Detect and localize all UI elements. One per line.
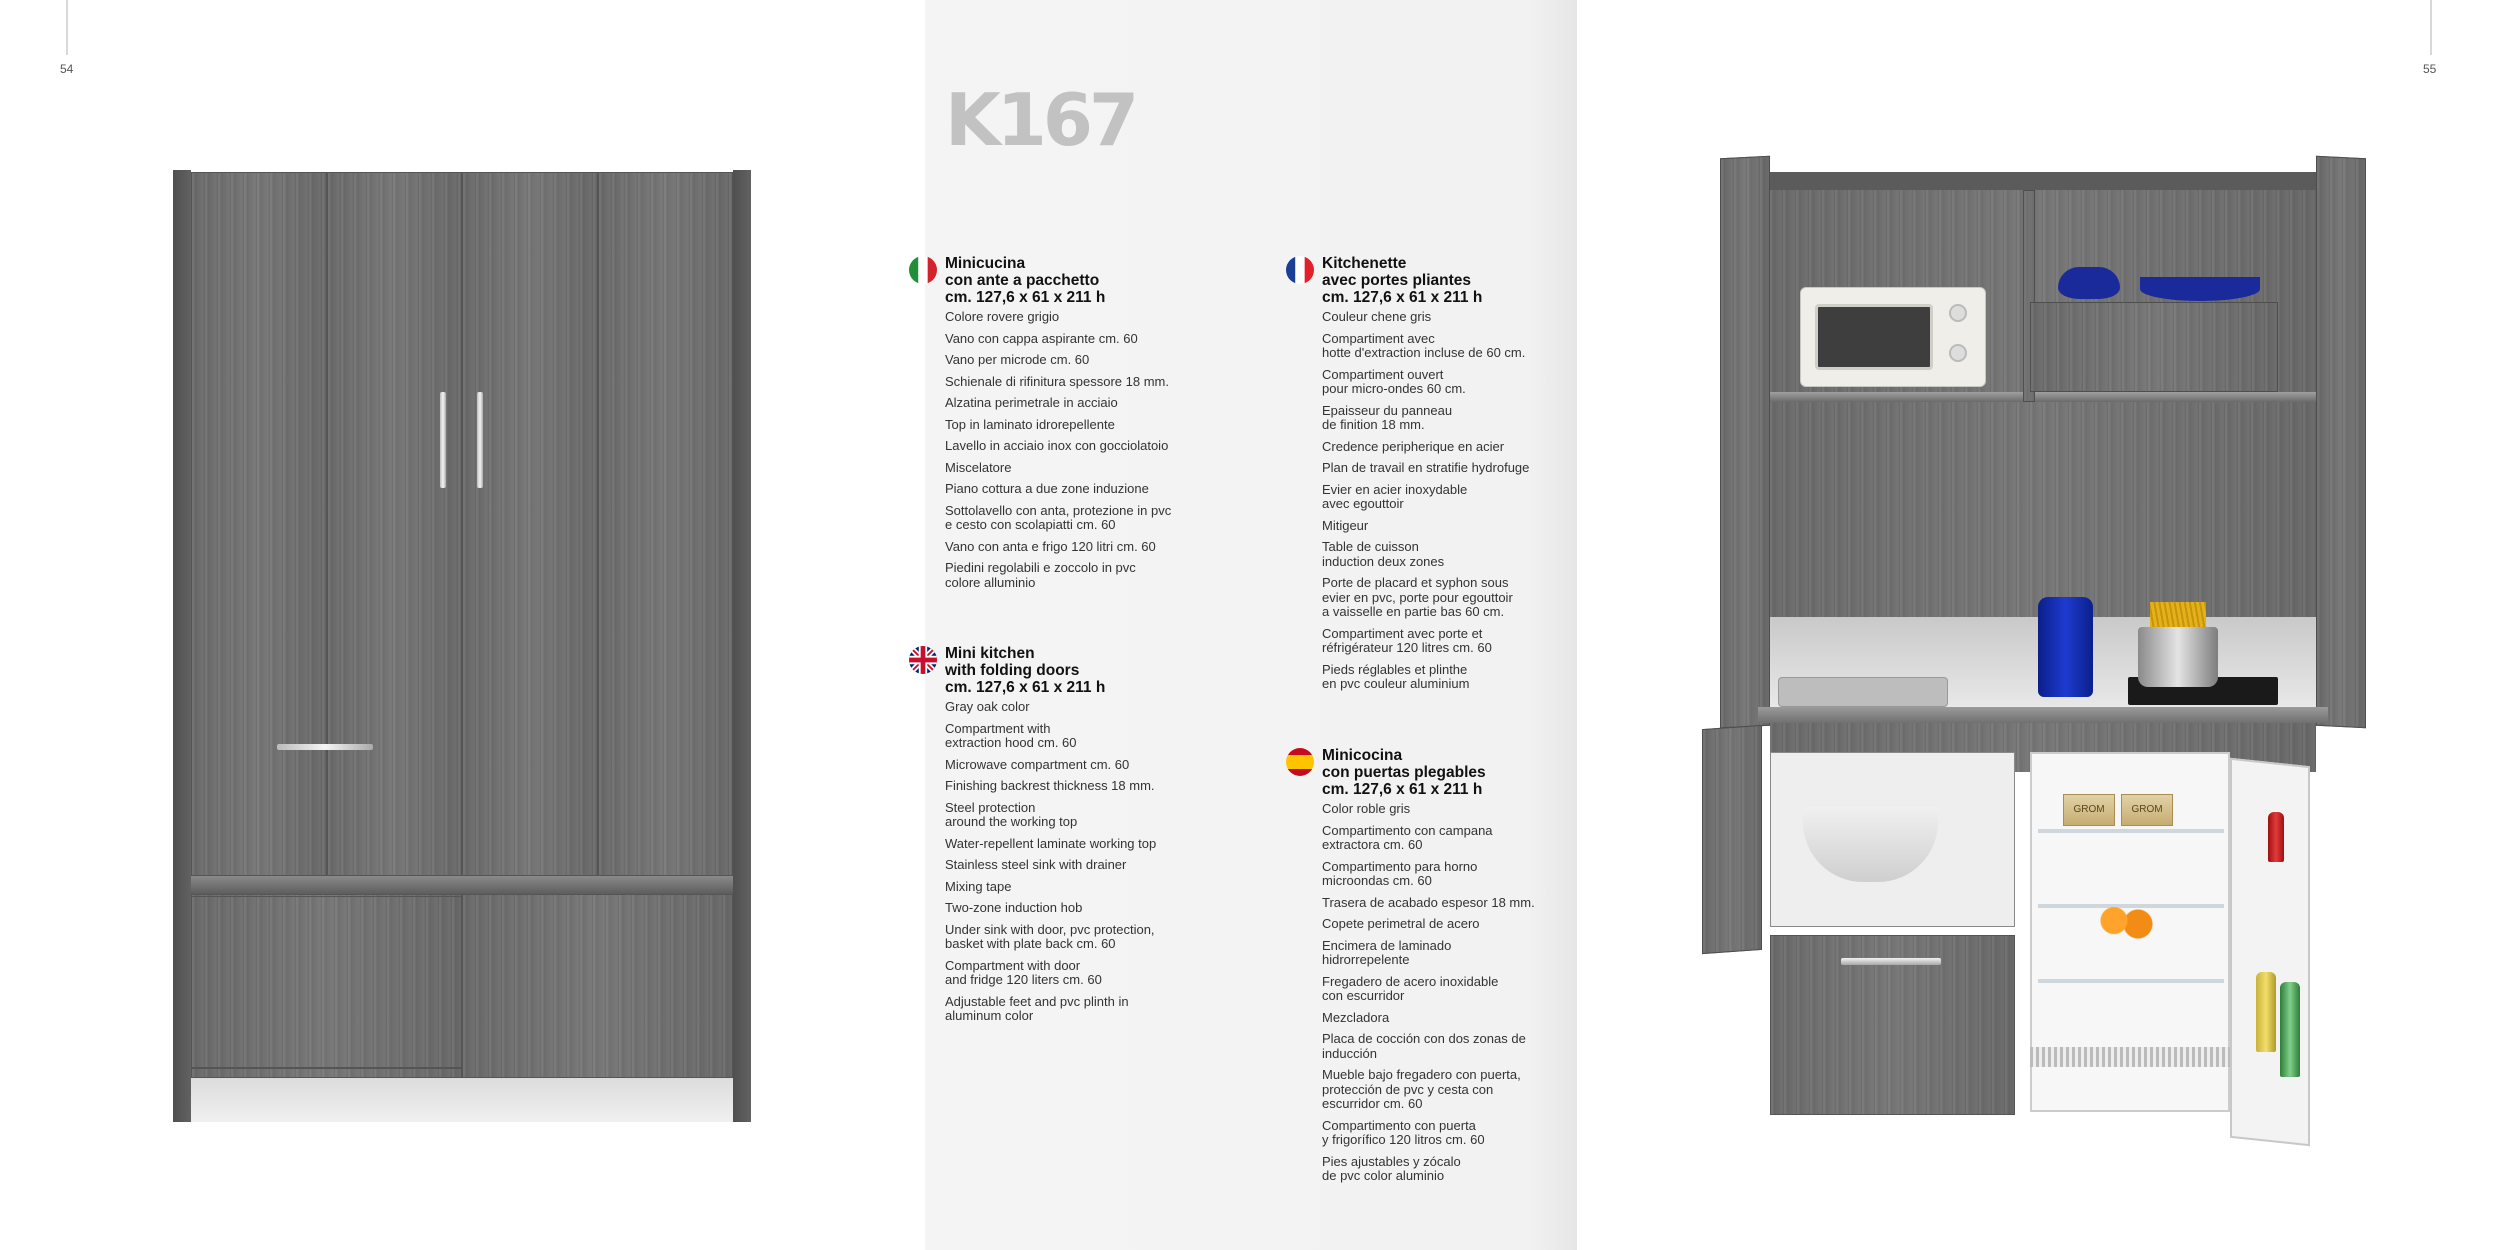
spec-item: Alzatina perimetrale in acciaio [945,395,1118,410]
hood-drawer [2030,302,2278,392]
spec-item: Vano con cappa aspirante cm. 60 [945,330,1138,346]
spec-item: Piedini regolabili e zoccolo in pvc colore alluminio [945,560,1136,590]
left-page-edge [66,0,68,55]
bottle-water [2280,982,2300,1077]
flag-italy-icon [909,256,937,284]
upper-door-4 [598,172,733,876]
spec-list-english [945,700,1245,1024]
spec-item: Pies ajustables y zócalo de pvc color aluminio [1322,1153,1461,1183]
spec-item: Schienale di rifinitura spessore 18 mm. [945,373,1169,389]
blue-pitcher [2038,597,2093,697]
spec-item: Stainless steel sink with drainer [945,857,1127,872]
microwave-window [1815,304,1933,370]
closed-cabinet-image [173,170,751,1122]
bottle-cola [2268,812,2284,862]
spec-item: Couleur chene gris [1322,309,1432,324]
spec-title-italian: Minicucina con ante a pacchetto cm. 127,6 x 61 x 211 h [945,255,1106,306]
spec-item: Top in laminato idrorepellente [945,416,1115,432]
spec-item: Porte de placard et syphon sous evier en pvc, porte pour egouttoir a vaisselle en partie bas 60 cm. [1322,575,1513,619]
cabinet-divider [191,876,733,894]
spec-item: Lavello in acciaio inox con gocciolatoio [945,438,1169,453]
upper-door-3 [462,172,598,876]
spec-item: Sottolavello con anta, protezione in pvc e cesto con scolapiatti cm. 60 [945,502,1172,532]
spec-item: Pieds réglables et plinthe en pvc couleur aluminium [1322,661,1470,691]
cabinet-left-side [173,170,191,1122]
spec-item: Plan de travail en stratifie hydrofuge [1322,460,1530,475]
under-sink-door [1702,725,1762,954]
spec-item: Finishing backrest thickness 18 mm. [945,778,1155,793]
spec-item: Adjustable feet and pvc plinth in aluminum color [945,993,1129,1023]
open-kitchen-image [1708,152,2400,1162]
spec-item: Piano cottura a due zone induzione [945,481,1149,496]
spec-item: Compartimento con puerta y frigorífico 120 litros cm. 60 [1322,1117,1485,1147]
spec-block-french [1322,255,1622,699]
flag-france-icon [1286,256,1314,284]
spec-item: Mezcladora [1322,1009,1390,1025]
fridge-shelf-3 [2038,979,2224,983]
blue-bowl-small [2058,267,2120,299]
oranges [2096,907,2156,941]
spec-item: Color roble gris [1322,801,1411,816]
right-shelf [2030,392,2316,402]
cabinet-right-side [733,170,751,1122]
spec-item: Epaisseur du panneau de finition 18 mm. [1322,402,1453,432]
spec-item: Vano per microde cm. 60 [945,352,1090,367]
spec-item: Gray oak color [945,699,1030,714]
upper-left-door [1720,156,1770,729]
microwave-shelf [1770,392,2030,402]
worktop [1758,707,2328,723]
upper-door-1 [191,172,327,876]
microwave-knob-top [1949,304,1967,322]
spec-item: Fregadero de acero inoxidable con escurridor [1322,973,1499,1003]
spec-item: Compartiment avec hotte d'extraction incluse de 60 cm. [1322,330,1526,360]
spec-block-spanish [1322,747,1622,1191]
upper-handle-left [440,392,446,488]
microwave [1800,287,1986,387]
drawer-1-handle [277,744,373,750]
spec-item: Trasera de acabado espesor 18 mm. [1322,894,1535,910]
lower-drawer [1770,935,2015,1115]
blue-bowl-large [2140,277,2260,301]
spec-item: Encimera de laminado hidrorrepelente [1322,937,1452,967]
drawer-handle [1841,958,1941,965]
grom-box-2: GROM [2121,794,2173,826]
spec-item: Steel protection around the working top [945,799,1078,829]
spec-item: Mitigeur [1322,517,1369,533]
spec-title-english: Mini kitchen with folding doors cm. 127,6 x 61 x 211 h [945,645,1106,696]
fridge-shelf-1 [2038,829,2224,833]
fridge-grille [2030,1047,2230,1067]
spec-item: Mixing tape [945,878,1012,894]
spec-item: Miscelatore [945,459,1012,475]
grom-box-1: GROM [2063,794,2115,826]
cabinet-plinth [191,1078,733,1122]
spec-item: Compartiment avec porte et réfrigérateur 120 litres cm. 60 [1322,625,1492,655]
spec-item: Placa de cocción con dos zonas de inducción [1322,1031,1526,1061]
cooking-pot [2138,627,2218,687]
spec-item: Compartiment ouvert pour micro-ondes 60 cm. [1322,366,1466,396]
spec-item: Under sink with door, pvc protection, basket with plate back cm. 60 [945,921,1155,951]
lower-right-door [462,894,733,1078]
flag-uk-icon [909,646,937,674]
bottle-oil [2256,972,2276,1052]
right-page-edge [2430,0,2432,55]
spec-item: Table de cuisson induction deux zones [1322,539,1445,569]
sink [1778,677,1948,707]
upper-handle-right [477,392,483,488]
pasta [2150,602,2206,630]
model-title: K167 [945,78,1136,162]
spec-item: Compartimento para horno microondas cm. 60 [1322,858,1478,888]
spec-list-italian [945,310,1245,590]
spec-item: Evier en acier inoxydable avec egouttoir [1322,481,1468,511]
spec-item: Two-zone induction hob [945,900,1083,915]
upper-right-door [2316,156,2366,729]
left-page-number: 54 [60,62,74,76]
spec-title-spanish: Minicocina con puertas plegables cm. 127,6 x 61 x 211 h [1322,747,1486,798]
spec-item: Compartment with extraction hood cm. 60 [945,720,1077,750]
spec-item: Colore rovere grigio [945,309,1060,324]
flag-spain-icon [1286,748,1314,776]
spec-block-italian [945,255,1245,597]
spec-list-spanish [1322,802,1622,1184]
spec-item: Mueble bajo fregadero con puerta, protección de pvc y cesta con escurridor cm. 60 [1322,1067,1521,1111]
spec-item: Microwave compartment cm. 60 [945,756,1130,772]
spec-item: Compartment with door and fridge 120 liters cm. 60 [945,957,1102,987]
spec-item: Credence peripherique en acier [1322,438,1505,454]
spec-item: Copete perimetral de acero [1322,916,1480,931]
spec-item: Vano con anta e frigo 120 litri cm. 60 [945,538,1156,554]
spec-block-english [945,645,1245,1031]
spec-title-french: Kitchenette avec portes pliantes cm. 127,6 x 61 x 211 h [1322,255,1483,306]
spec-item: Water-repellent laminate working top [945,835,1157,851]
right-page-number: 55 [2423,62,2437,76]
spec-item: Compartimento con campana extractora cm. 60 [1322,822,1493,852]
upper-door-2 [327,172,462,876]
kitchen-top [1770,172,2316,190]
spec-list-french [1322,310,1622,692]
microwave-knob-bottom [1949,344,1967,362]
